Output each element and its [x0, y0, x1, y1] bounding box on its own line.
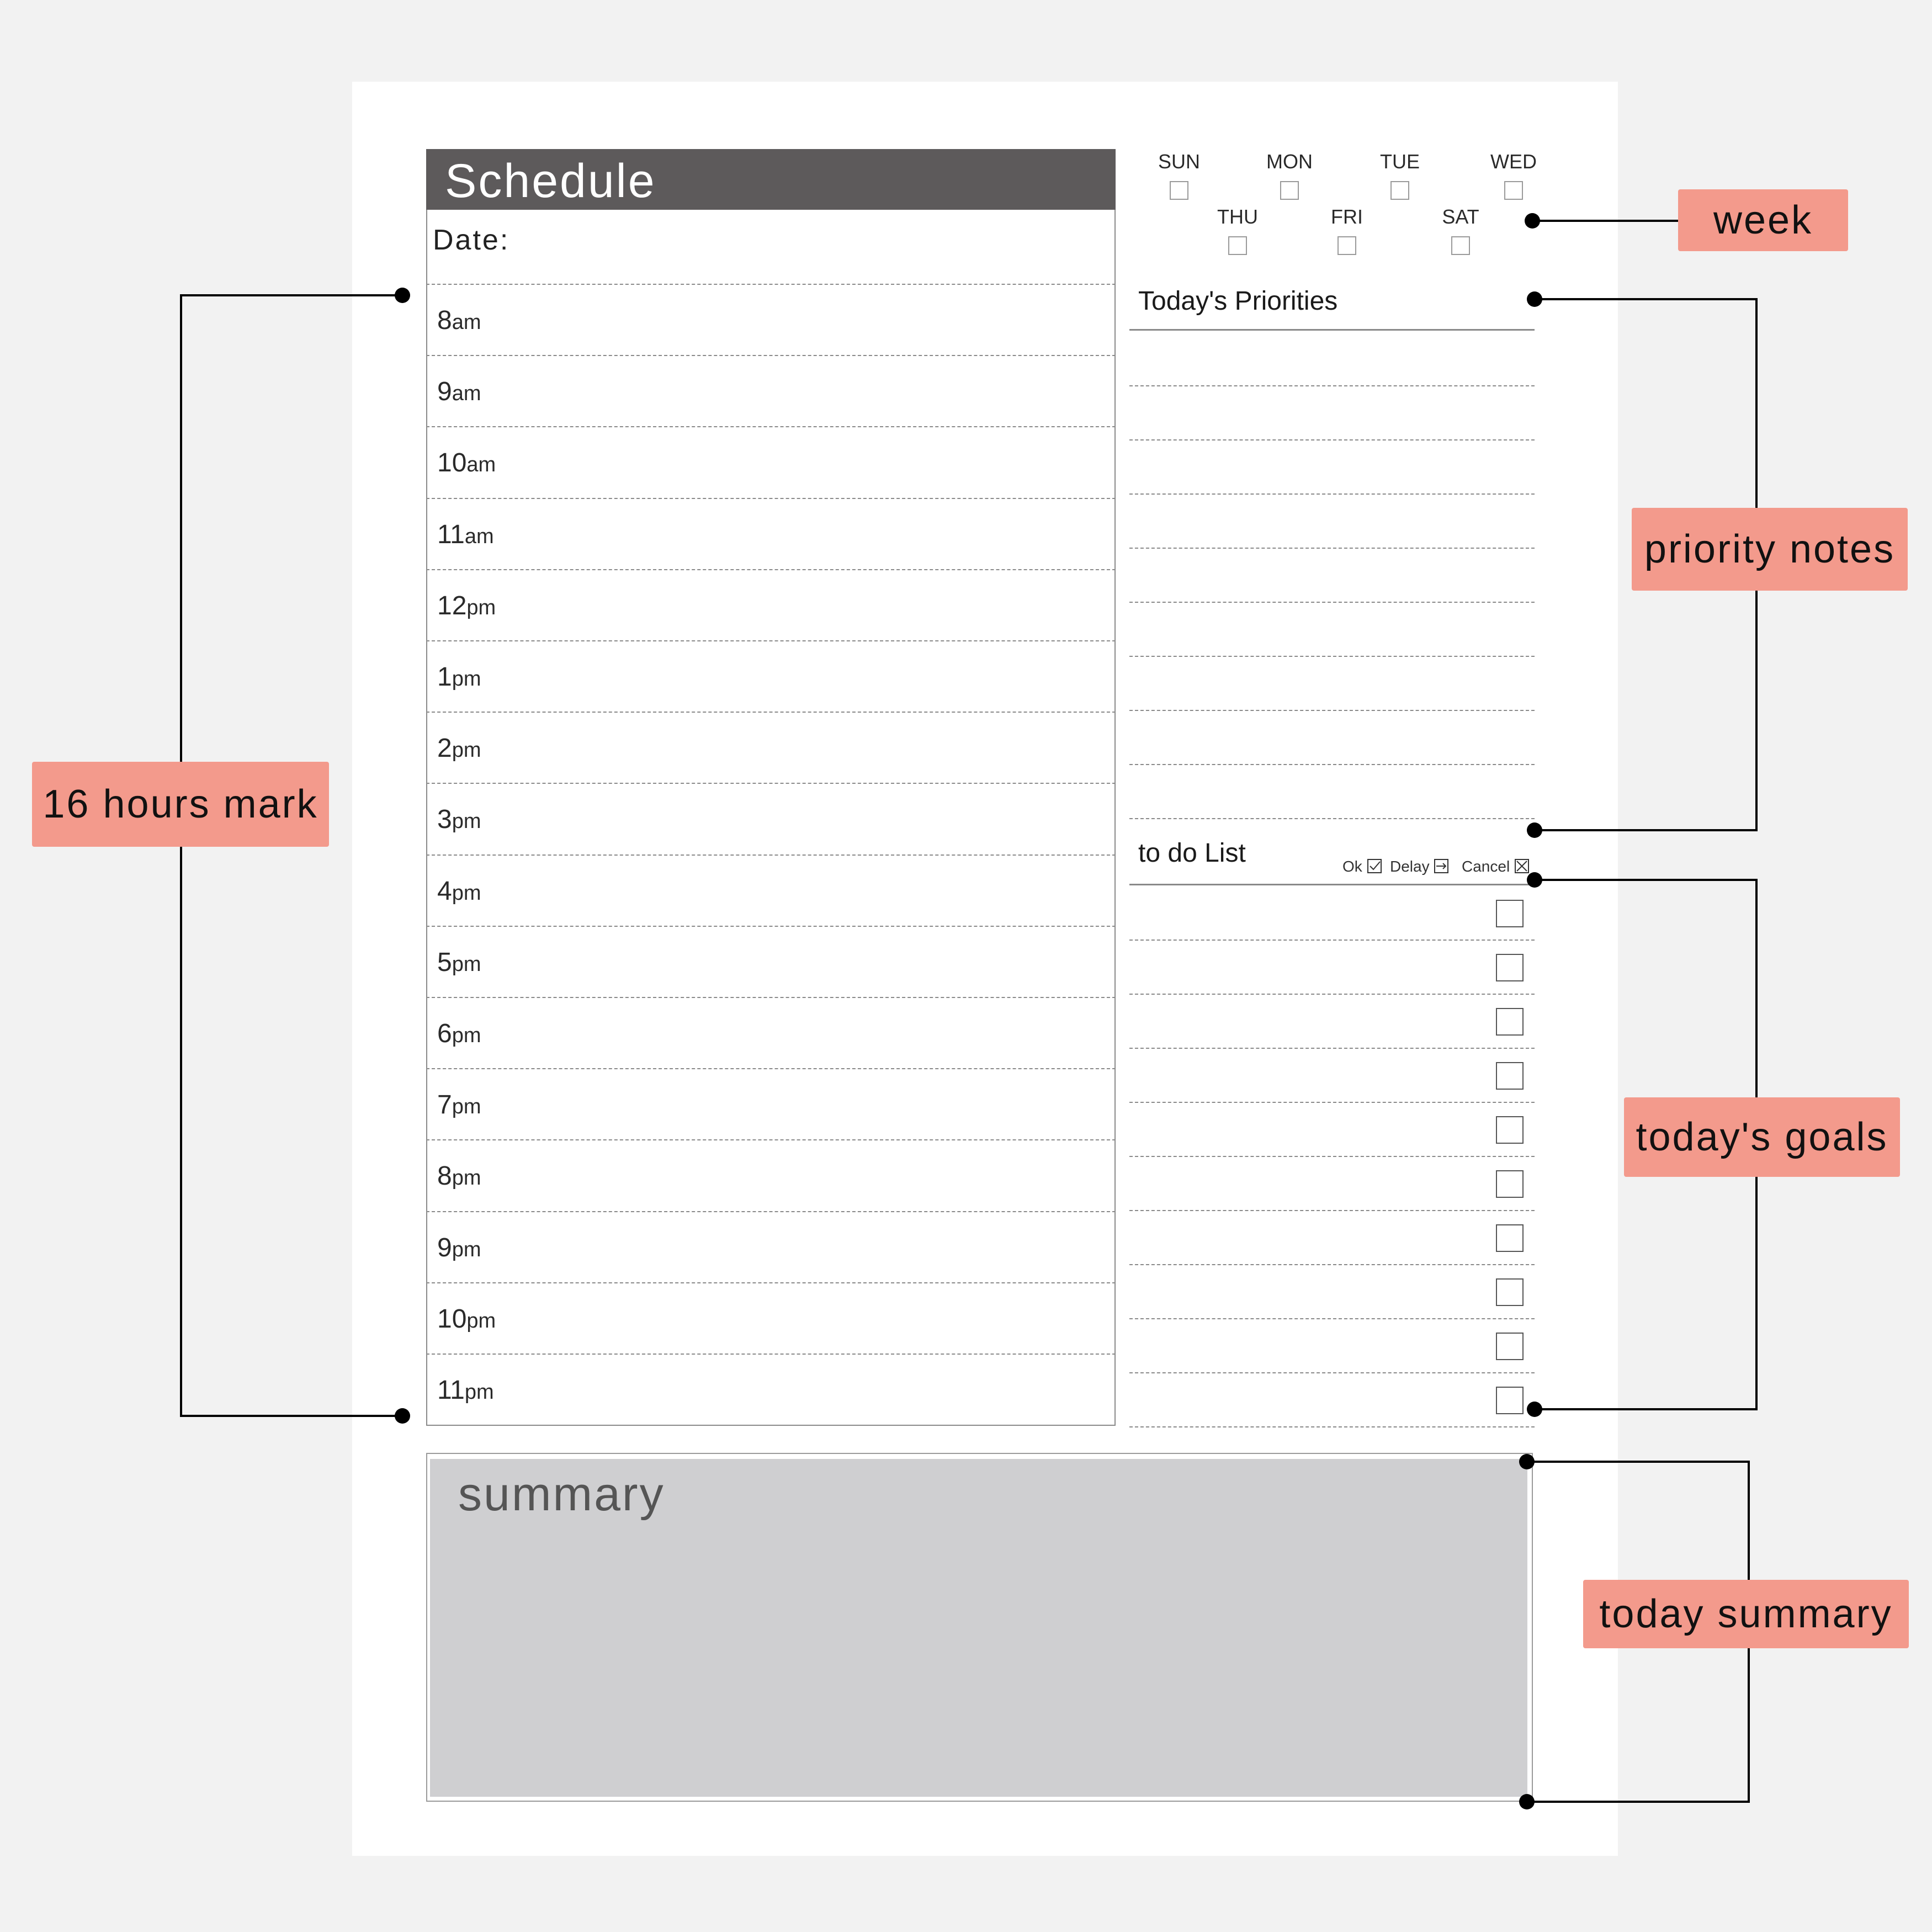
connector-dot: [395, 1408, 410, 1424]
hour-number: 8: [437, 306, 452, 335]
hour-suffix: am: [452, 311, 481, 334]
hour-suffix: pm: [466, 1309, 496, 1333]
hour-number: 2: [437, 734, 452, 763]
hour-number: 11: [437, 519, 465, 549]
day-label: MON: [1266, 150, 1313, 173]
hour-number: 4: [437, 876, 452, 906]
date-label: Date:: [433, 224, 510, 256]
hour-number: 9: [437, 1233, 452, 1262]
hour-suffix: pm: [452, 810, 481, 834]
hour-number: 5: [437, 947, 452, 977]
hour-number: 1: [437, 662, 452, 692]
hour-suffix: pm: [452, 1024, 481, 1047]
hour-number: 7: [437, 1090, 452, 1120]
day-label: TUE: [1380, 150, 1420, 173]
hour-suffix: pm: [466, 596, 496, 619]
day-label: SAT: [1442, 205, 1479, 228]
day-label: SUN: [1158, 150, 1200, 173]
hour-number: 10: [437, 1304, 467, 1334]
connector-dot: [1527, 872, 1542, 888]
todo-title: to do List: [1138, 838, 1246, 868]
callout-hours-mark: 16 hours mark: [32, 762, 329, 847]
connector-dot: [1525, 213, 1540, 229]
hour-suffix: pm: [452, 1166, 481, 1190]
hour-suffix: pm: [452, 667, 481, 691]
connector-dot: [1519, 1794, 1535, 1809]
connector-dot: [1527, 291, 1542, 307]
priorities-title: Today's Priorities: [1138, 286, 1338, 316]
hour-number: 3: [437, 805, 452, 835]
hour-suffix: pm: [452, 1238, 481, 1261]
legend-delay-label: Delay: [1390, 858, 1430, 875]
hour-number: 12: [437, 591, 467, 620]
hour-suffix: pm: [464, 1381, 494, 1404]
hour-number: 9: [437, 377, 452, 407]
day-label: THU: [1217, 205, 1258, 228]
callout-today-summary: today summary: [1583, 1580, 1909, 1648]
hour-suffix: pm: [452, 739, 481, 762]
schedule-title: Schedule: [445, 155, 656, 208]
hour-suffix: pm: [452, 952, 481, 976]
callout-priority-notes: priority notes: [1632, 508, 1908, 591]
connector-dot: [1519, 1454, 1535, 1469]
hour-suffix: am: [464, 524, 494, 548]
day-label: FRI: [1331, 205, 1363, 228]
summary-title: summary: [458, 1468, 665, 1521]
legend-cancel-label: Cancel: [1462, 858, 1510, 875]
hour-suffix: am: [452, 382, 481, 406]
hour-suffix: am: [466, 453, 496, 477]
hour-suffix: pm: [452, 881, 481, 905]
callout-goals: today's goals: [1624, 1097, 1900, 1177]
day-label: WED: [1490, 150, 1537, 173]
connector-dot: [1527, 1402, 1542, 1417]
hour-number: 10: [437, 448, 467, 478]
hour-number: 11: [437, 1376, 465, 1405]
hour-number: 6: [437, 1019, 452, 1048]
legend-ok-label: Ok: [1342, 858, 1362, 875]
connector-dot: [395, 288, 410, 303]
hour-number: 8: [437, 1161, 452, 1191]
callout-week: week: [1678, 189, 1848, 251]
connector-dot: [1527, 822, 1542, 838]
hour-suffix: pm: [452, 1095, 481, 1119]
